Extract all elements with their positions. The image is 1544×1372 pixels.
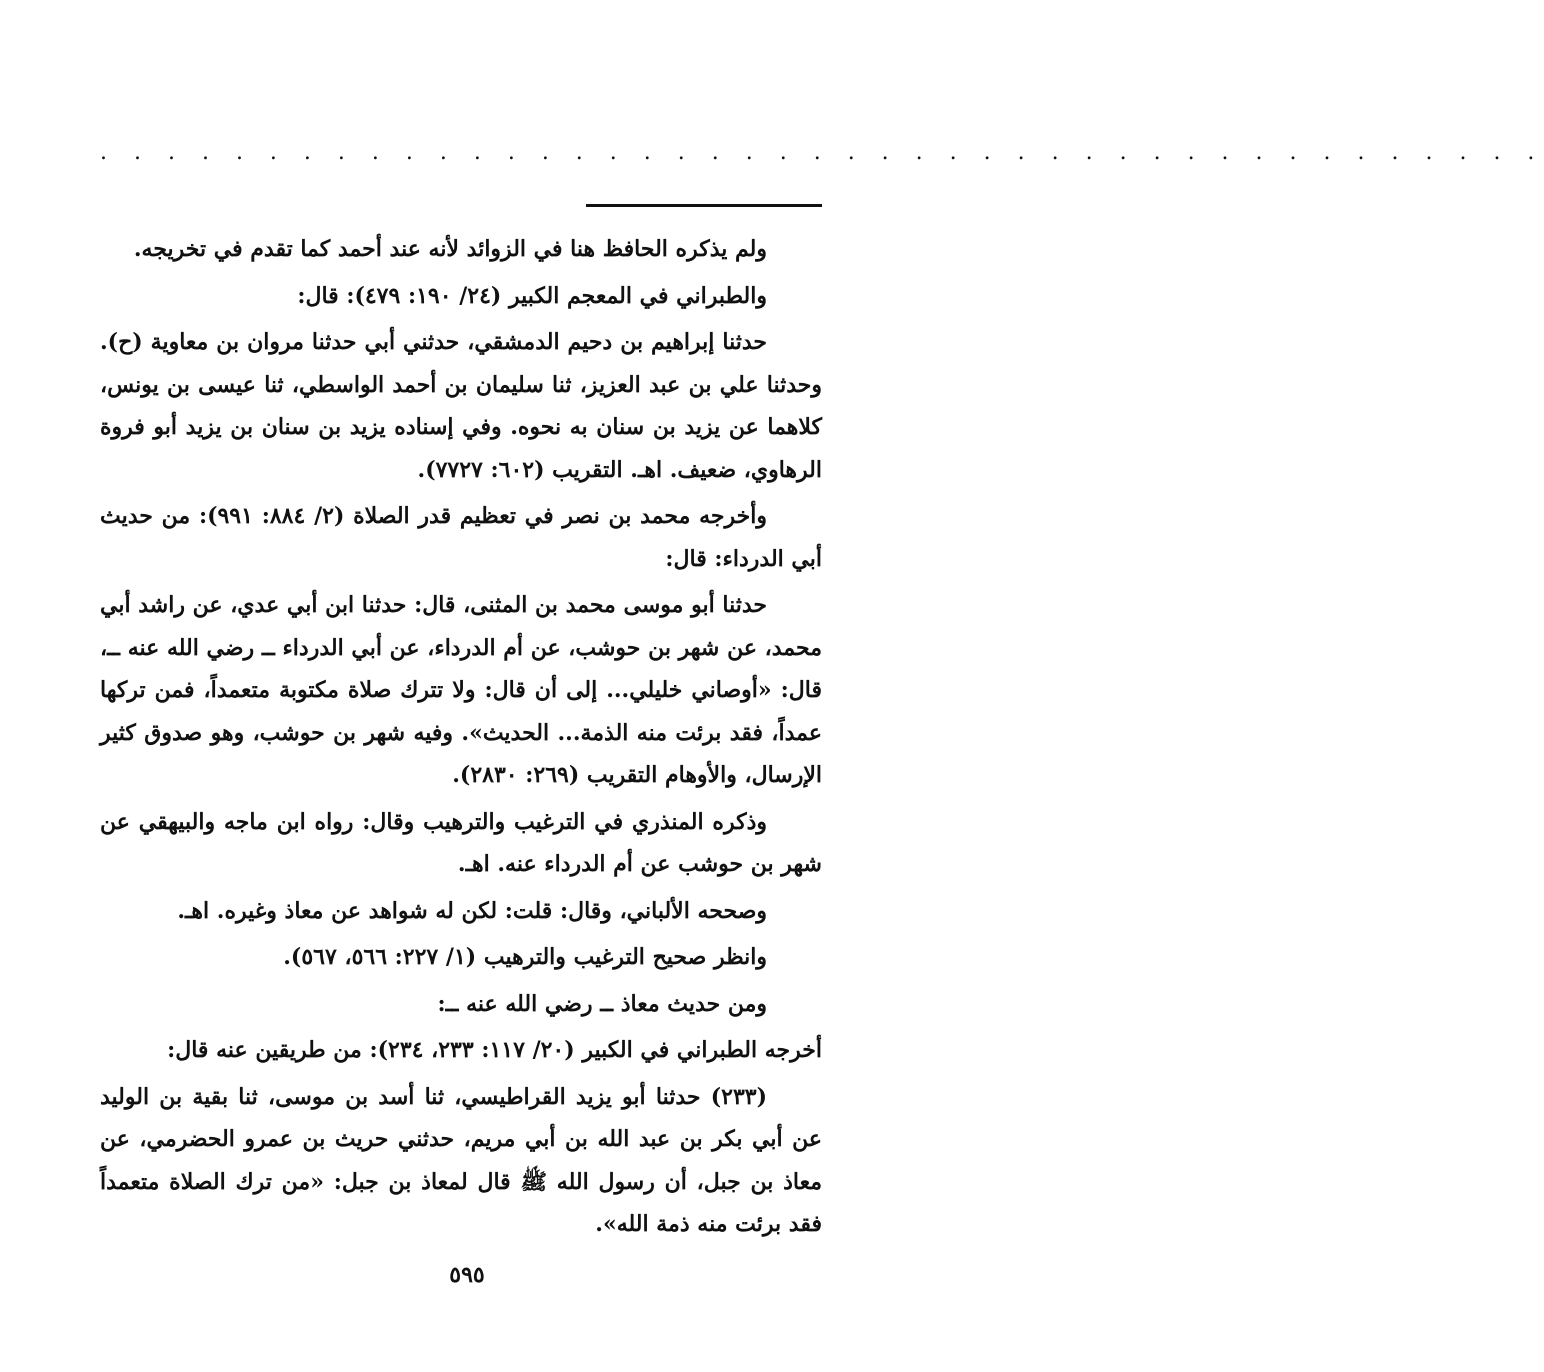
paragraph: ولم يذكره الحافظ هنا في الزوائد لأنه عند أحمد كما تقدم في تخريجه. [133, 236, 767, 262]
footnote-text [100, 228, 822, 1250]
paragraph: والطبراني في المعجم الكبير (٢٤/ ١٩٠: ٤٧٩): قال: [297, 282, 767, 309]
paragraph: ومن حديث معاذ ــ رضي الله عنه ــ: [437, 990, 767, 1017]
paragraph: وانظر صحيح الترغيب والترهيب (١/ ٢٢٧: ٥٦٦، ٥٦٧). [283, 944, 767, 970]
paragraph: وذكره المنذري في الترغيب والترهيب وقال: رواه ابن ماجه والبيهقي عن شهر بن حوشب عن أم الدرداء عنه. اهـ. [100, 808, 822, 877]
dotted-separator: . . . . . . . . . . . . . . . . . . . . . . . . . . . . . . . . . . . . . . . . . . . [100, 140, 1544, 165]
paragraph: أخرجه الطبراني في الكبير (٢٠/ ١١٧: ٢٣٣، ٢٣٤): من طريقين عنه قال: [167, 1037, 822, 1063]
page-number: ٥٩٥ [449, 1262, 485, 1288]
footnote-rule [586, 204, 822, 207]
paragraph: حدثنا أبو موسى محمد بن المثنى، قال: حدثنا ابن أبي عدي، عن راشد أبي محمد، عن شهر بن حوشب، عن أم الدرداء، عن أبي الدرداء ــ رضي الله عنه ــ، قال: «أوصاني خليلي... إلى أن قال: ولا تترك صلاة مكتوبة متعمداً، فمن تركها عمداً، فقد برئت منه الذمة... الحديث». وفيه شهر بن حوشب، وهو صدوق كثير الإرسال، والأوهام التقريب (٢٦٩: ٢٨٣٠). [100, 592, 822, 788]
paragraph: حدثنا إبراهيم بن دحيم الدمشقي، حدثني أبي حدثنا مروان بن معاوية (ح). وحدثنا علي بن عبد العزيز، ثنا سليمان بن أحمد الواسطي، ثنا عيسى بن يونس، كلاهما عن يزيد بن سنان به نحوه. وفي إسناده يزيد بن سنان بن يزيد أبو فروة الرهاوي، ضعيف. اهـ. التقريب (٦٠٢: ٧٧٢٧). [100, 329, 822, 483]
paragraph: (٢٣٣) حدثنا أبو يزيد القراطيسي، ثنا أسد بن موسى، ثنا بقية بن الوليد عن أبي بكر بن عبد الله بن أبي مريم، حدثني حريث بن عمرو الحضرمي، عن معاذ بن جبل، أن رسول الله ﷺ قال لمعاذ بن جبل: «من ترك الصلاة متعمداً فقد برئت منه ذمة الله». [100, 1083, 822, 1237]
paragraph: وأخرجه محمد بن نصر في تعظيم قدر الصلاة (٢/ ٨٨٤: ٩٩١): من حديث أبي الدرداء: قال: [100, 503, 822, 572]
paragraph: وصححه الألباني، وقال: قلت: لكن له شواهد عن معاذ وغيره. اهـ. [177, 897, 767, 924]
